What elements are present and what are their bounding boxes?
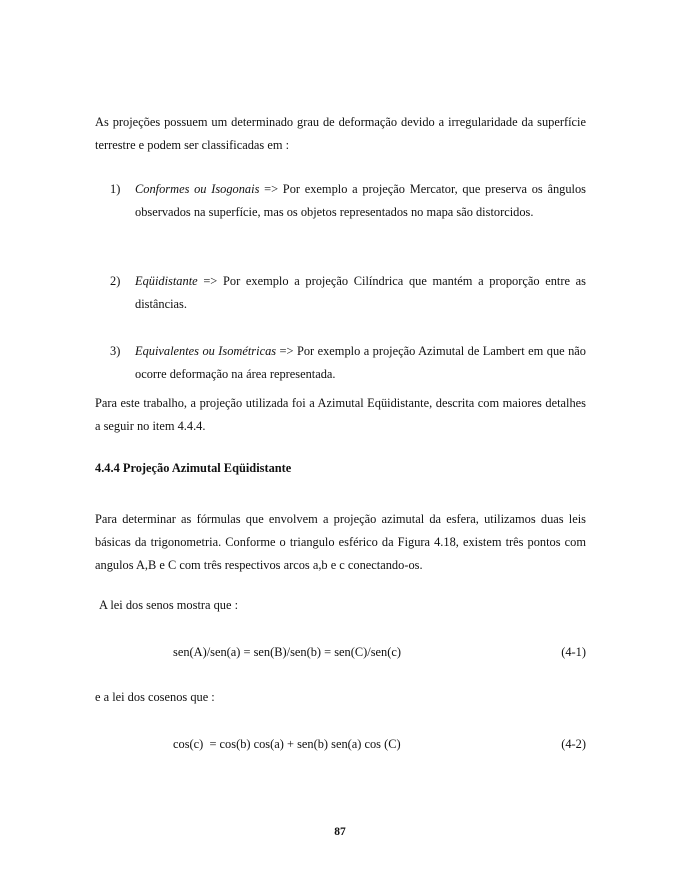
list-item-number: 3) — [110, 344, 121, 358]
formulas-paragraph: Para determinar as fórmulas que envolvem a projeção azimutal da esfera, utilizamos duas leis básicas da trigonometria. Conforme o triangulo esférico da Figura 4.18, existem três pontos com angulos A,B e C com três respectivos arcos a,b e c conectando-os. — [95, 512, 586, 572]
section-heading: 4.4.4 Projeção Azimutal Eqüidistante — [95, 461, 292, 475]
list-item-text: => Por exemplo a projeção Mercator, que preserva os ângulos observados na superfície, mas os objetos representados no mapa são distorcidos. — [135, 182, 586, 219]
list-item-text: => Por exemplo a projeção Azimutal de Lambert em que não ocorre deformação na área representada. — [135, 344, 586, 381]
intro-paragraph: As projeções possuem um determinado grau de deformação devido a irregularidade da superfície terrestre e podem ser classificadas em : — [95, 115, 586, 152]
equation-number: (4-1) — [561, 645, 586, 659]
list-item — [110, 340, 586, 386]
list-item-term: Conformes ou Isogonais — [135, 182, 260, 196]
work-paragraph: Para este trabalho, a projeção utilizada foi a Azimutal Eqüidistante, descrita com maiores detalhes a seguir no item 4.4.4. — [95, 396, 586, 433]
law-of-sines-intro: A lei dos senos mostra que : — [99, 598, 239, 612]
list-item-term: Eqüidistante — [135, 274, 198, 288]
equation-number: (4-2) — [561, 737, 586, 751]
list-item-body — [135, 270, 586, 316]
equation-formula: sen(A)/sen(a) = sen(B)/sen(b) = sen(C)/sen(c) — [173, 645, 401, 659]
law-of-cosines-intro: e a lei dos cosenos que : — [95, 690, 215, 704]
list-item — [110, 270, 586, 316]
list-item-number: 2) — [110, 274, 121, 288]
list-item-number: 1) — [110, 182, 121, 196]
list-item — [110, 178, 586, 224]
list-item-body — [135, 340, 586, 386]
list-item-text: => Por exemplo a projeção Cilíndrica que mantém a proporção entre as distâncias. — [135, 274, 586, 311]
list-item-body — [135, 178, 586, 224]
list-item-term: Equivalentes ou Isométricas — [135, 344, 277, 358]
equation-formula: cos(c) = cos(b) cos(a) + sen(b) sen(a) cos (C) — [173, 737, 401, 751]
page-number: 87 — [334, 826, 346, 838]
